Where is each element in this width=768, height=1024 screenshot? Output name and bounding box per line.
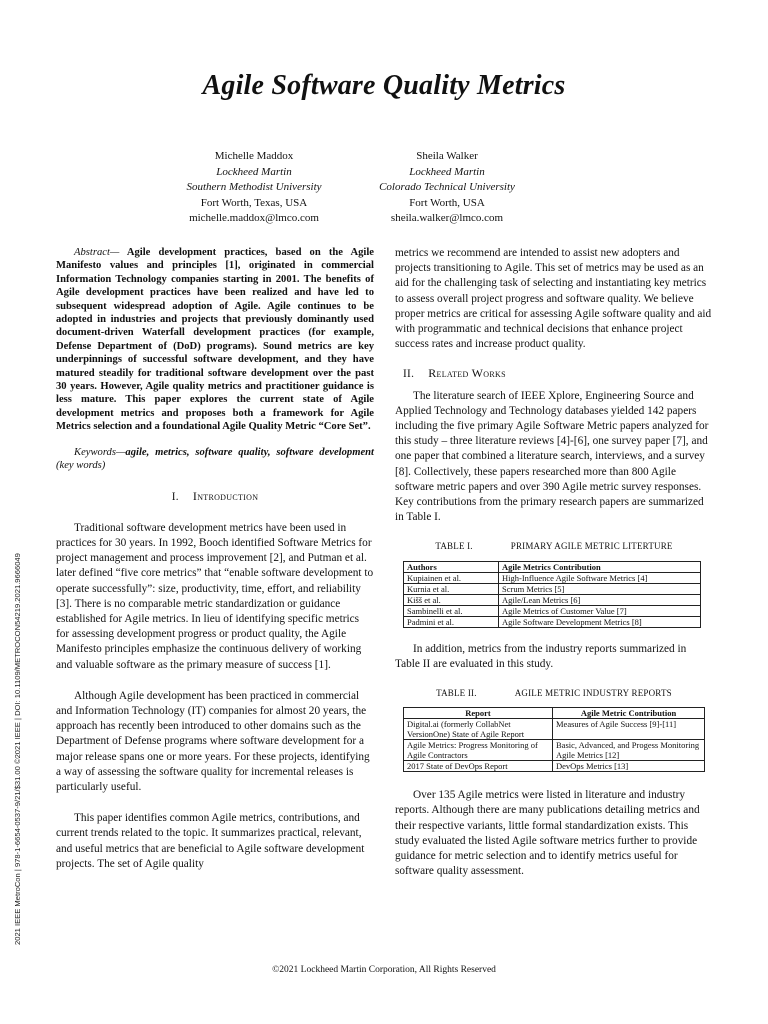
copyright-footer: ©2021 Lockheed Martin Corporation, All Rights Reserved: [272, 965, 496, 975]
table-header-cell: Agile Metric Contribution: [553, 708, 705, 719]
table-cell: Basic, Advanced, and Progess Monitoring Agile Metrics [12]: [553, 740, 705, 761]
table-row: [404, 616, 701, 627]
section-title: Introduction: [192, 488, 259, 503]
abstract-text: Agile development practices, based on the Agile Manifesto values and principles [1], originated in commercial Information Technology companies starting in 2001. The benefits of Agile development practices have been realized and have led to subsequent widespread adoption of Agile. Agile continues to be adopted in industries and projects that previously dominantly used document-driven Waterfall development practices (for example, Defense Department of (DoD) programs). Sound metrics are key underpinnings of successful software development, and they have matured steadily for traditional software development over the past 30 years. However, Agile quality metrics and practitioner guidance is less mature. This paper explores the current state of Agile development metrics and proposes both a framework for Agile Metrics selection and a foundational Agile Quality Metric “Core Set”.: [56, 247, 374, 433]
table-cell: Sambinelli et al.: [404, 605, 499, 616]
left-column: [56, 246, 374, 872]
table-row: [404, 761, 705, 772]
table-header-row: [404, 708, 705, 719]
table-cell: Agile/Lean Metrics [6]: [499, 594, 701, 605]
author-location: Fort Worth, Texas, USA: [200, 196, 308, 209]
table-caption: AGILE METRIC INDUSTRY REPORTS: [514, 688, 672, 699]
table-header-cell: Report: [404, 708, 553, 719]
table-1-caption: [395, 539, 713, 554]
table-row: [404, 572, 701, 583]
table-cell: Kurnia et al.: [404, 583, 499, 594]
keywords-lead: Keywords—: [74, 446, 126, 458]
between-tables-text: In addition, metrics from the industry reports summarized in Table II are evaluated in this study.: [395, 642, 687, 670]
related-works-paragraph: The literature search of IEEE Xplore, Engineering Source and Applied Technology and Technology databases yielded 142 papers including the five primary Agile Software Metric papers analyzed for this study – three literature reviews [4]-[6], one survey paper [7], and one paper that combined a literature search, interviews, and a survey [8]. Collectively, these papers researched more than 800 Agile software metric papers and over 390 Agile metric survey responses. Key contributions from the primary research papers are summarized in Table I.: [395, 389, 709, 524]
table-header-row: [404, 561, 701, 572]
author-block-2: [317, 149, 577, 227]
table-row: [404, 719, 705, 740]
table-header-cell: Agile Metrics Contribution: [499, 561, 701, 572]
intro-paragraph-1: Traditional software development metrics have been used in practices for 30 years. In 1992, Booch identified Software Metrics for project management and process improvement [2], and Putman et al. later defined “five core metrics” that “enable software development to operate successfully”: size, productivity, time, effort, and reliability [3]. There is no comparable metric standardization or guidance established for Agile metrics. In lieu of identifying specific metrics for assessing development progress or product quality, the Agile Manifesto principles emphasize the continuous delivery of working and valuable software as the primary measure of success [1].: [56, 521, 374, 671]
section-title: Related Works: [428, 366, 506, 381]
table-row: [404, 594, 701, 605]
table-cell: Agile Software Development Metrics [8]: [499, 616, 701, 627]
table-cell: Digital.ai (formerly CollabNet VersionOne) State of Agile Report: [404, 719, 553, 740]
right-column: [395, 246, 713, 879]
table-row: [404, 583, 701, 594]
keywords-text: agile, metrics, software quality, software development: [125, 446, 374, 458]
author-email: sheila.walker@lmco.com: [390, 212, 504, 224]
table-number: TABLE II.: [436, 688, 477, 699]
table-caption: PRIMARY AGILE METRIC LITERTURE: [510, 541, 673, 552]
table-cell: DevOps Metrics [13]: [553, 761, 705, 772]
author-location: Fort Worth, USA: [409, 196, 485, 209]
table-cell: Padmini et al.: [404, 616, 499, 627]
table-1: [403, 561, 701, 628]
table-cell: Measures of Agile Success [9]-[11]: [553, 719, 705, 740]
keywords: [56, 446, 374, 473]
abstract-lead: Abstract—: [74, 247, 120, 258]
section-number: I.: [171, 490, 179, 503]
abstract: [56, 246, 374, 434]
table-2-caption: [395, 686, 713, 701]
table-cell: Agile Metrics: Progress Monitoring of Agile Contractors: [404, 740, 553, 761]
author-name: Sheila Walker: [416, 150, 478, 162]
author-university: Southern Methodist University: [186, 181, 322, 193]
intro-paragraph-2: Although Agile development has been practiced in commercial and Information Technology (IT) companies for almost 20 years, the approach has recently been introduced to other domains such as the Department of Defense programs where software development for a major release spans one or more years. For these projects, identifying a way of assessing the software quality for incremental releases is particularly useful.: [56, 689, 370, 793]
table-cell: Scrum Metrics [5]: [499, 583, 701, 594]
author-name: Michelle Maddox: [214, 150, 294, 162]
table-row: [404, 605, 701, 616]
table-cell: Kupiainen et al.: [404, 572, 499, 583]
table-number: TABLE I.: [435, 541, 473, 552]
table-cell: Kišš et al.: [404, 594, 499, 605]
table-row: [404, 740, 705, 761]
table-cell: 2017 State of DevOps Report: [404, 761, 553, 772]
closing-paragraph: Over 135 Agile metrics were listed in literature and industry reports. Although there are many publications detailing metrics and their respective variants, little formal standardization exists. This study evaluated the listed Agile software metrics further to provide guidance for metric selection and to identify metrics useful for software quality assessment.: [395, 789, 700, 878]
table-header-cell: Authors: [404, 561, 499, 572]
author-affiliation: Lockheed Martin: [216, 165, 292, 178]
section-number: II.: [403, 368, 415, 381]
paper-title: Agile Software Quality Metrics: [202, 70, 566, 101]
doi-text: 2021 IEEE MetroCon | 978-1-6654-0537-9/21/$31.00 ©2021 IEEE | DOI: 10.1109/METROCON54219.2021.9666049: [13, 553, 22, 945]
section-heading-related-works: [403, 366, 713, 382]
table-2: [403, 707, 705, 772]
author-university: Colorado Technical University: [379, 181, 515, 193]
author-affiliation: Lockheed Martin: [409, 165, 485, 178]
author-email: michelle.maddox@lmco.com: [189, 212, 319, 224]
intro-continuation: metrics we recommend are intended to assist new adopters and projects transitioning to Agile. This set of metrics may be used as an aid for the challenging task of selecting and instantiating key metrics to assess overall project progress and software quality. We believe proper metrics are critical for assessing Agile software quality and aid with programmatic and technical decisions that enhance project success rates and increase product quality.: [395, 247, 712, 351]
intro-paragraph-3: This paper identifies common Agile metrics, contributions, and current trends related to the topic. It summarizes practical, relevant, and useful metrics that are beneficial to Agile software development projects. The set of Agile quality: [56, 812, 365, 870]
table-cell: High-Influence Agile Software Metrics [4]: [499, 572, 701, 583]
table-cell: Agile Metrics of Customer Value [7]: [499, 605, 701, 616]
keywords-end: (key words): [56, 460, 106, 472]
section-heading-introduction: [56, 489, 374, 505]
